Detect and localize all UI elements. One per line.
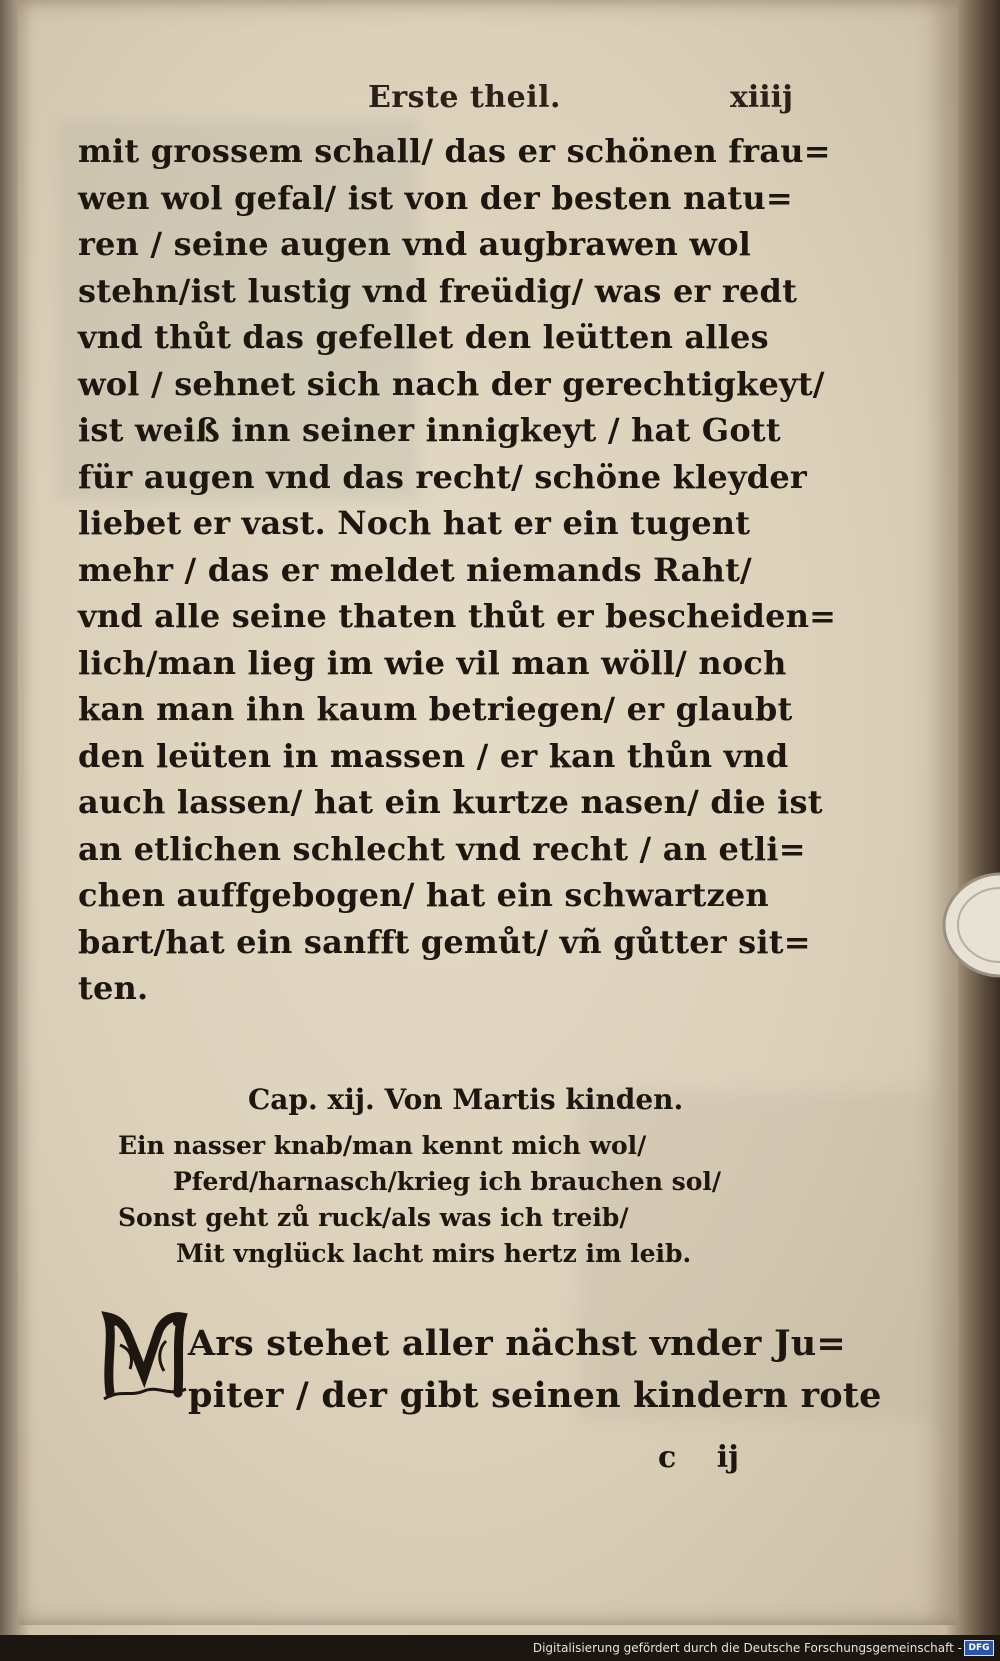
footer-bar (0, 1635, 1000, 1661)
verse-line: Sonst geht zů ruck/als was ich treib/ (118, 1203, 629, 1232)
text-line: wol / sehnet sich nach der gerechtigkeyt/ (78, 364, 825, 403)
main-paragraph (78, 128, 838, 1012)
text-line: lich/man lieg im wie vil man wöll/ noch (78, 643, 787, 682)
text-line: mit grossem schall/ das er schönen frau= (78, 132, 831, 170)
text-line: vnd thůt das gefellet den leütten alles (78, 318, 769, 356)
text-line: wen wol gefal/ ist von der besten natu= (78, 178, 793, 217)
text-line: ist weiß inn seiner innigkeyt / hat Gott (78, 411, 781, 449)
text-line: für augen vnd das recht/ schöne kleyder (78, 457, 807, 496)
text-line: auch lassen/ hat ein kurtze nasen/ die ist (78, 783, 823, 821)
text-line: Ars stehet aller nächst vnder Ju= (188, 1323, 846, 1364)
page-clip (940, 870, 1000, 980)
dfg-logo: DFG (964, 1640, 994, 1656)
text-line: stehn/ist lustig vnd freüdig/ was er redt (78, 271, 798, 310)
text-line: an etlichen schlecht vnd recht / an etli= (78, 829, 806, 868)
text-line: vnd alle seine thaten thůt er bescheiden= (78, 597, 837, 635)
verse-block (118, 1128, 758, 1272)
text-line: kan man ihn kaum betriegen/ er glaubt (78, 690, 793, 728)
text-line: liebet er vast. Noch hat er ein tugent (78, 504, 751, 542)
running-title: Erste theil. (368, 80, 561, 115)
book-page (18, 0, 958, 1625)
page-header (18, 78, 958, 118)
folio-number: xiiij (730, 80, 793, 115)
verse-line: Mit vnglück lacht mirs hertz im leib. (176, 1239, 692, 1268)
signature-mark: c ij (658, 1440, 739, 1475)
verse-line: Pferd/harnasch/krieg ich brauchen sol/ (173, 1167, 722, 1196)
text-line: ren / seine augen vnd augbrawen wol (78, 225, 751, 263)
verse-line: Ein nasser knab/man kennt mich wol/ (118, 1131, 647, 1160)
second-paragraph (188, 1318, 882, 1422)
text-line: chen auffgebogen/ hat ein schwartzen (78, 876, 769, 914)
text-line: bart/hat ein sanfft gemůt/ vñ gůtter sit= (78, 922, 811, 961)
text-line: den leüten in massen / er kan thůn vnd (78, 736, 789, 775)
decorated-initial-m (100, 1305, 188, 1401)
funding-credit: Digitalisierung gefördert durch die Deutsche Forschungsgemeinschaft - (532, 1641, 962, 1655)
text-line: mehr / das er meldet niemands Raht/ (78, 550, 752, 589)
text-line: piter / der gibt seinen kindern rote (188, 1375, 882, 1416)
chapter-heading: Cap. xij. Von Martis kinden. (248, 1083, 684, 1116)
text-line: ten. (78, 969, 149, 1007)
